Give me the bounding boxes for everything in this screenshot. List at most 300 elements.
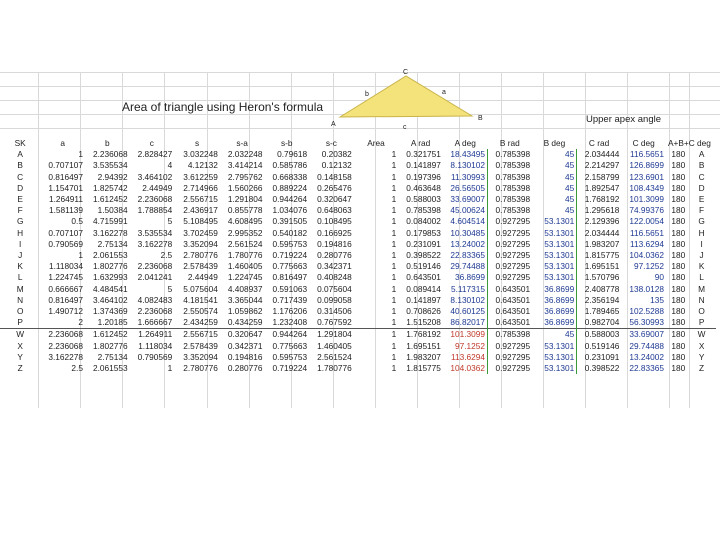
cell-sk[interactable]: G — [16, 216, 24, 227]
cell-s-minus-b[interactable]: 0.719224 — [272, 250, 308, 261]
column-header-angle-sum[interactable]: A+B+C deg — [667, 138, 711, 148]
cell-b[interactable]: 3.535534 — [92, 160, 128, 171]
cell-angle-sum[interactable]: 180 — [671, 160, 686, 171]
cell-s-minus-a[interactable]: 4.408937 — [227, 283, 263, 294]
cell-c-deg[interactable]: 116.5651 — [629, 149, 664, 160]
cell-s-minus-b[interactable]: 0.775663 — [272, 261, 308, 272]
cell-b-deg[interactable]: 53.1301 — [544, 227, 575, 238]
cell-b[interactable]: 1.612452 — [92, 194, 128, 205]
cell-a-deg[interactable]: 86.82017 — [450, 317, 486, 328]
column-header-b-deg[interactable]: B deg — [543, 138, 566, 148]
cell-area[interactable]: 1 — [354, 329, 399, 341]
cell-b-rad[interactable]: 0.643501 — [488, 295, 533, 306]
cell-s-minus-a[interactable]: 1.059862 — [227, 306, 263, 317]
cell-b-rad[interactable]: 0.927295 — [488, 228, 533, 239]
cell-b-rad[interactable]: 0.785398 — [488, 149, 533, 160]
cell-s-minus-c[interactable]: 1.291804 — [309, 329, 354, 341]
cell-row-label[interactable]: L — [699, 272, 704, 283]
cell-s-minus-a[interactable]: 1.460405 — [227, 261, 263, 272]
cell-s-minus-c[interactable]: 0.767592 — [317, 317, 352, 328]
column-header-s-minus-b[interactable]: s-b — [281, 138, 293, 148]
cell-row-label[interactable]: G — [698, 216, 705, 227]
cell-row-label[interactable]: C — [698, 171, 705, 182]
cell-s-minus-c[interactable]: 0.148158 — [317, 171, 352, 182]
cell-a[interactable]: 0.707107 — [48, 160, 83, 171]
cell-b[interactable]: 1.612452 — [85, 329, 130, 341]
cell-b[interactable]: 4.484541 — [92, 283, 128, 294]
cell-a[interactable]: 1 — [78, 149, 83, 160]
cell-angle-sum[interactable]: 180 — [671, 238, 686, 249]
cell-s-minus-c[interactable]: 1.460405 — [317, 340, 352, 351]
cell-c-rad[interactable]: 1.768192 — [577, 194, 622, 205]
cell-b-deg[interactable]: 53.1301 — [544, 363, 575, 374]
cell-c-deg[interactable]: 102.5288 — [629, 306, 664, 317]
cell-b[interactable]: 2.75134 — [97, 238, 128, 249]
cell-a[interactable]: 1 — [78, 250, 83, 261]
cell-row-label[interactable]: M — [698, 283, 706, 294]
cell-sk[interactable]: C — [17, 171, 24, 182]
cell-a[interactable]: 0.707107 — [48, 227, 83, 238]
cell-c[interactable]: 2.44949 — [142, 182, 173, 193]
cell-b[interactable]: 4.715991 — [92, 216, 128, 227]
cell-sk[interactable]: Z — [17, 363, 23, 374]
cell-a[interactable]: 0.666667 — [48, 283, 83, 294]
cell-row-label[interactable]: I — [700, 238, 703, 249]
cell-s-minus-a[interactable]: 0.434259 — [227, 317, 263, 328]
cell-s[interactable]: 2.714966 — [183, 182, 218, 193]
cell-area[interactable]: 1 — [391, 182, 397, 193]
cell-a-deg[interactable]: 26.56505 — [450, 182, 486, 193]
cell-s-minus-a[interactable]: 1.291804 — [227, 194, 263, 205]
cell-row-label[interactable]: Y — [698, 351, 705, 362]
cell-s-minus-c[interactable]: 0.075604 — [317, 283, 352, 294]
cell-area[interactable]: 1 — [391, 227, 397, 238]
cell-s-minus-b[interactable]: 0.79618 — [277, 149, 308, 160]
cell-row-label[interactable]: W — [687, 329, 716, 341]
cell-b[interactable]: 1.802776 — [92, 261, 128, 272]
cell-s-minus-b[interactable]: 0.944264 — [264, 329, 309, 341]
cell-a-rad[interactable]: 0.084002 — [406, 216, 441, 227]
cell-c-deg[interactable]: 90 — [654, 272, 664, 283]
cell-a-deg[interactable]: 13.24002 — [450, 238, 486, 249]
cell-b-deg[interactable]: 45 — [565, 182, 575, 193]
cell-sk[interactable]: X — [17, 340, 23, 351]
cell-s-minus-c[interactable]: 0.320647 — [317, 194, 352, 205]
cell-b-deg[interactable]: 36.8699 — [544, 317, 575, 328]
cell-c-deg[interactable]: 56.30993 — [629, 317, 664, 328]
cell-s-minus-a[interactable]: 3.414214 — [227, 160, 263, 171]
cell-c-deg[interactable]: 29.74488 — [629, 340, 664, 351]
cell-c[interactable]: 1.264911 — [130, 329, 175, 341]
column-header-a[interactable]: a — [60, 138, 65, 148]
cell-s-minus-c[interactable]: 0.194816 — [317, 238, 352, 249]
cell-c-rad[interactable]: 2.034444 — [577, 228, 622, 239]
cell-a[interactable]: 3.162278 — [48, 351, 83, 362]
cell-s-minus-a[interactable]: 1.780776 — [227, 250, 263, 261]
cell-s-minus-c[interactable]: 0.408248 — [317, 272, 352, 283]
cell-b-rad[interactable]: 0.785398 — [488, 194, 533, 205]
cell-s-minus-a[interactable]: 3.365044 — [227, 294, 263, 305]
cell-a-rad[interactable]: 0.141897 — [406, 294, 441, 305]
cell-a-rad[interactable]: 1.983207 — [406, 351, 441, 362]
cell-angle-sum[interactable]: 180 — [671, 317, 686, 328]
cell-area[interactable]: 1 — [391, 194, 397, 205]
cell-sk[interactable]: N — [17, 294, 24, 305]
cell-a-rad[interactable]: 0.231091 — [406, 238, 441, 249]
cell-area[interactable]: 1 — [391, 216, 397, 227]
cell-a[interactable]: 0.816497 — [48, 171, 83, 182]
cell-b[interactable]: 2.75134 — [97, 351, 128, 362]
cell-s-minus-a[interactable]: 0.194816 — [227, 351, 263, 362]
cell-b-deg[interactable]: 53.1301 — [544, 238, 575, 249]
cell-row-label[interactable]: H — [698, 227, 705, 238]
cell-row-label[interactable]: Z — [699, 363, 705, 374]
cell-s-minus-c[interactable]: 0.099058 — [317, 294, 352, 305]
cell-angle-sum[interactable]: 180 — [671, 250, 686, 261]
cell-c-rad[interactable]: 2.158799 — [577, 172, 622, 183]
cell-c-rad[interactable]: 2.034444 — [577, 149, 622, 160]
cell-s-minus-b[interactable]: 0.719224 — [272, 363, 308, 374]
cell-a-rad[interactable]: 0.519146 — [406, 261, 441, 272]
cell-sk[interactable]: J — [18, 250, 23, 261]
cell-b[interactable]: 2.236068 — [92, 149, 128, 160]
cell-s-minus-a[interactable]: 2.032248 — [227, 149, 263, 160]
cell-a-rad[interactable]: 0.785398 — [406, 205, 441, 216]
cell-s-minus-b[interactable]: 0.595753 — [272, 238, 308, 249]
cell-c-deg[interactable]: 97.1252 — [633, 261, 664, 272]
cell-b-rad[interactable]: 0.785398 — [488, 160, 533, 171]
cell-b-deg[interactable]: 36.8699 — [544, 283, 575, 294]
cell-b-rad[interactable]: 0.643501 — [488, 306, 533, 317]
cell-row-label[interactable]: P — [698, 317, 705, 328]
cell-s[interactable]: 2.44949 — [187, 272, 218, 283]
cell-a-rad[interactable]: 0.197396 — [406, 171, 441, 182]
cell-b-rad[interactable]: 0.785398 — [488, 329, 533, 341]
cell-c[interactable]: 2.041241 — [137, 272, 173, 283]
cell-c[interactable]: 5 — [167, 216, 173, 227]
cell-a-rad[interactable]: 0.708626 — [406, 306, 441, 317]
cell-angle-sum[interactable]: 180 — [671, 171, 686, 182]
cell-area[interactable]: 1 — [391, 283, 397, 294]
cell-s-minus-c[interactable]: 0.12132 — [321, 160, 352, 171]
cell-c-rad[interactable]: 1.789465 — [577, 306, 622, 317]
column-header-b[interactable]: b — [104, 138, 110, 148]
cell-b-deg[interactable]: 53.1301 — [544, 340, 575, 351]
cell-s[interactable]: 2.550574 — [183, 306, 218, 317]
cell-b-rad[interactable]: 0.643501 — [488, 284, 533, 295]
cell-c-deg[interactable]: 13.24002 — [629, 351, 664, 362]
cell-angle-sum[interactable]: 180 — [671, 149, 686, 160]
cell-b-deg[interactable]: 45 — [565, 194, 575, 205]
cell-b-deg[interactable]: 53.1301 — [544, 261, 575, 272]
cell-a[interactable]: 2.236068 — [48, 340, 83, 351]
cell-b[interactable]: 1.802776 — [92, 340, 128, 351]
cell-area[interactable]: 1 — [391, 261, 397, 272]
cell-sk[interactable]: B — [17, 160, 23, 171]
cell-sk[interactable]: H — [17, 227, 24, 238]
cell-sk[interactable]: A — [17, 149, 23, 160]
cell-angle-sum[interactable]: 180 — [671, 283, 686, 294]
cell-s-minus-c[interactable]: 0.342371 — [317, 261, 352, 272]
cell-a-rad[interactable]: 1.695151 — [406, 340, 441, 351]
column-header-c[interactable]: c — [149, 138, 154, 148]
cell-b[interactable]: 1.632993 — [92, 272, 128, 283]
cell-c-deg[interactable]: 126.8699 — [629, 160, 664, 171]
cell-a-deg[interactable]: 40.60125 — [450, 306, 486, 317]
cell-s-minus-c[interactable]: 0.108495 — [317, 216, 352, 227]
cell-row-label[interactable]: N — [698, 294, 705, 305]
cell-angle-sum[interactable]: 180 — [671, 182, 686, 193]
cell-s-minus-b[interactable]: 1.176206 — [272, 306, 308, 317]
cell-c-deg[interactable]: 74.99376 — [629, 205, 664, 216]
cell-s-minus-b[interactable]: 0.668338 — [272, 171, 308, 182]
cell-a-rad[interactable]: 1.515208 — [406, 317, 441, 328]
cell-b[interactable]: 1.50384 — [97, 205, 128, 216]
cell-a-deg[interactable]: 113.6294 — [451, 351, 486, 362]
cell-row-label[interactable]: J — [699, 250, 704, 261]
column-header-b-rad[interactable]: B rad — [499, 138, 520, 148]
cell-b-rad[interactable]: 0.927295 — [488, 363, 533, 374]
cell-row-label[interactable]: X — [698, 340, 705, 351]
column-header-area[interactable]: Area — [367, 138, 385, 148]
cell-c[interactable]: 3.162278 — [137, 238, 173, 249]
cell-c[interactable]: 3.535534 — [137, 227, 173, 238]
cell-s-minus-c[interactable]: 0.648063 — [317, 205, 352, 216]
cell-c[interactable]: 2.236068 — [137, 194, 173, 205]
cell-s-minus-a[interactable]: 2.561524 — [227, 238, 263, 249]
cell-c-rad[interactable]: 0.588003 — [577, 329, 622, 341]
cell-c[interactable]: 2.5 — [160, 250, 173, 261]
cell-s-minus-b[interactable]: 0.595753 — [272, 351, 308, 362]
cell-s[interactable]: 2.578439 — [183, 340, 218, 351]
cell-row-label[interactable]: F — [699, 205, 705, 216]
cell-s[interactable]: 2.556715 — [183, 194, 218, 205]
cell-c-rad[interactable]: 1.570796 — [577, 272, 622, 283]
cell-c-rad[interactable]: 2.408778 — [577, 284, 622, 295]
cell-a-deg[interactable]: 104.0362 — [450, 363, 486, 374]
cell-s-minus-a[interactable]: 0.320647 — [220, 329, 265, 341]
column-header-s-minus-a[interactable]: s-a — [236, 138, 248, 148]
cell-area[interactable]: 1 — [391, 205, 397, 216]
cell-s[interactable]: 3.032248 — [183, 149, 218, 160]
cell-area[interactable]: 1 — [391, 238, 397, 249]
cell-b[interactable]: 2.061553 — [92, 363, 128, 374]
cell-row-label[interactable]: B — [698, 160, 705, 171]
cell-a-deg[interactable]: 22.83365 — [450, 250, 486, 261]
cell-c-deg[interactable]: 101.3099 — [629, 194, 664, 205]
cell-c[interactable]: 1.118034 — [138, 340, 173, 351]
cell-a-deg[interactable]: 4.604514 — [450, 216, 486, 227]
cell-a-deg[interactable]: 8.130102 — [450, 294, 486, 305]
column-header-sk[interactable]: SK — [14, 138, 26, 148]
cell-b-rad[interactable]: 0.785398 — [488, 205, 533, 216]
cell-area[interactable]: 1 — [391, 306, 397, 317]
cell-sk[interactable]: P — [17, 317, 23, 328]
cell-b[interactable]: 1.20185 — [97, 317, 128, 328]
cell-s-minus-a[interactable]: 1.224745 — [227, 272, 263, 283]
cell-angle-sum[interactable]: 180 — [671, 363, 686, 374]
column-header-s[interactable]: s — [194, 138, 200, 148]
cell-b-deg[interactable]: 45 — [565, 149, 575, 160]
cell-b-rad[interactable]: 0.927295 — [488, 272, 533, 283]
cell-a[interactable]: 1.154701 — [48, 182, 83, 193]
cell-a-deg[interactable]: 8.130102 — [450, 160, 486, 171]
cell-sk[interactable]: W — [0, 329, 40, 341]
cell-angle-sum[interactable]: 180 — [671, 351, 686, 362]
cell-c-deg[interactable]: 116.5651 — [629, 227, 664, 238]
cell-area[interactable]: 1 — [391, 351, 397, 362]
cell-angle-sum[interactable]: 180 — [671, 205, 686, 216]
cell-a[interactable]: 0.816497 — [48, 294, 83, 305]
cell-c-rad[interactable]: 1.295618 — [577, 205, 622, 216]
cell-area[interactable]: 1 — [391, 317, 397, 328]
cell-b-rad[interactable]: 0.785398 — [488, 172, 533, 183]
cell-s-minus-b[interactable]: 0.591063 — [272, 283, 308, 294]
column-header-a-deg[interactable]: A deg — [454, 138, 476, 148]
cell-area[interactable]: 1 — [391, 294, 397, 305]
cell-b[interactable]: 2.061553 — [92, 250, 128, 261]
cell-c-rad[interactable]: 0.519146 — [577, 341, 622, 352]
cell-a-deg[interactable]: 45.00624 — [450, 205, 486, 216]
cell-row-label[interactable]: O — [698, 306, 705, 317]
cell-c-deg[interactable]: 122.0054 — [629, 216, 664, 227]
cell-s-minus-c[interactable]: 0.20382 — [321, 149, 352, 160]
cell-sk[interactable]: O — [16, 306, 24, 317]
cell-s[interactable]: 2.436917 — [183, 205, 218, 216]
cell-c-rad[interactable]: 1.815775 — [577, 250, 622, 261]
cell-s[interactable]: 3.352094 — [183, 238, 218, 249]
cell-c[interactable]: 1.666667 — [137, 317, 173, 328]
cell-sk[interactable]: I — [19, 238, 22, 249]
cell-b-deg[interactable]: 45 — [565, 205, 575, 216]
cell-b-rad[interactable]: 0.927295 — [488, 250, 533, 261]
cell-a[interactable]: 1.264911 — [48, 194, 83, 205]
column-header-c-rad[interactable]: C rad — [588, 138, 610, 148]
cell-a-deg[interactable]: 11.30993 — [451, 171, 486, 182]
cell-a-deg[interactable]: 29.74488 — [450, 261, 486, 272]
cell-c-rad[interactable]: 1.695151 — [577, 261, 622, 272]
cell-sk[interactable]: K — [17, 261, 23, 272]
cell-s[interactable]: 2.556715 — [174, 329, 220, 341]
cell-a-rad[interactable]: 0.463648 — [406, 182, 441, 193]
cell-c-deg[interactable]: 104.0362 — [629, 250, 664, 261]
cell-c-rad[interactable]: 1.892547 — [577, 183, 622, 194]
cell-s-minus-a[interactable]: 4.608495 — [227, 216, 263, 227]
cell-b-deg[interactable]: 45 — [532, 329, 577, 341]
cell-a-rad[interactable]: 0.179853 — [406, 227, 441, 238]
cell-s[interactable]: 2.780776 — [183, 363, 218, 374]
cell-c-rad[interactable]: 2.129396 — [577, 216, 622, 227]
cell-sk[interactable]: L — [17, 272, 23, 283]
cell-row-label[interactable]: E — [698, 194, 705, 205]
cell-angle-sum[interactable]: 180 — [671, 306, 686, 317]
cell-s-minus-a[interactable]: 2.795762 — [227, 171, 263, 182]
cell-s[interactable]: 4.181541 — [183, 294, 218, 305]
cell-b[interactable]: 1.374369 — [92, 306, 128, 317]
cell-a[interactable]: 2.5 — [71, 363, 83, 374]
cell-c[interactable]: 3.464102 — [137, 171, 173, 182]
cell-a-deg[interactable]: 101.3099 — [443, 329, 488, 341]
cell-s-minus-a[interactable]: 0.280776 — [227, 363, 263, 374]
cell-c-deg[interactable]: 22.83365 — [629, 363, 664, 374]
cell-s-minus-b[interactable]: 1.232408 — [272, 317, 308, 328]
cell-b-deg[interactable]: 53.1301 — [544, 216, 575, 227]
cell-sk[interactable]: D — [17, 182, 24, 193]
cell-c[interactable]: 1.788854 — [137, 205, 173, 216]
cell-c[interactable]: 2.236068 — [137, 261, 173, 272]
cell-a-rad[interactable]: 0.141897 — [406, 160, 441, 171]
cell-s-minus-c[interactable]: 0.280776 — [317, 250, 352, 261]
cell-b-deg[interactable]: 53.1301 — [544, 272, 575, 283]
cell-area[interactable]: 1 — [391, 160, 397, 171]
cell-c-rad[interactable]: 0.398522 — [577, 363, 622, 374]
cell-c-rad[interactable]: 2.356194 — [577, 295, 622, 306]
cell-s[interactable]: 3.702459 — [183, 227, 218, 238]
cell-s-minus-b[interactable]: 0.391505 — [272, 216, 308, 227]
cell-s[interactable]: 3.352094 — [183, 351, 218, 362]
cell-a[interactable]: 1.118034 — [48, 261, 83, 272]
cell-c-deg[interactable]: 138.0128 — [629, 283, 664, 294]
cell-area[interactable]: 1 — [391, 340, 397, 351]
cell-a-rad[interactable]: 0.643501 — [406, 272, 441, 283]
cell-s-minus-c[interactable]: 2.561524 — [317, 351, 352, 362]
cell-c-deg[interactable]: 33.69007 — [621, 329, 666, 341]
cell-a[interactable]: 1.581139 — [48, 205, 83, 216]
cell-c-deg[interactable]: 108.4349 — [629, 182, 664, 193]
column-header-s-minus-c[interactable]: s-c — [325, 138, 337, 148]
cell-s-minus-c[interactable]: 0.166925 — [317, 227, 352, 238]
cell-a-rad[interactable]: 1.768192 — [398, 329, 443, 341]
cell-s[interactable]: 5.108495 — [183, 216, 218, 227]
cell-b-rad[interactable]: 0.927295 — [488, 239, 533, 250]
cell-b-rad[interactable]: 0.927295 — [488, 216, 533, 227]
cell-row-label[interactable]: D — [698, 182, 705, 193]
cell-s[interactable]: 5.075604 — [183, 283, 218, 294]
cell-a[interactable]: 0.790569 — [48, 238, 83, 249]
cell-s-minus-b[interactable]: 0.585786 — [272, 160, 308, 171]
cell-a[interactable]: 2.236068 — [40, 329, 85, 341]
cell-s-minus-a[interactable]: 1.560266 — [227, 182, 263, 193]
cell-a[interactable]: 1.490712 — [48, 306, 83, 317]
cell-area[interactable]: 1 — [391, 363, 397, 374]
cell-s[interactable]: 3.612259 — [183, 171, 218, 182]
cell-angle-sum[interactable]: 180 — [671, 227, 686, 238]
cell-b-deg[interactable]: 53.1301 — [544, 250, 575, 261]
cell-b-rad[interactable]: 0.785398 — [488, 183, 533, 194]
cell-angle-sum[interactable]: 180 — [671, 272, 686, 283]
cell-a-deg[interactable]: 36.8699 — [455, 272, 486, 283]
cell-c-rad[interactable]: 0.982704 — [577, 317, 622, 329]
cell-area[interactable]: 1 — [391, 171, 397, 182]
cell-angle-sum[interactable]: 180 — [671, 194, 686, 205]
cell-b-deg[interactable]: 45 — [565, 171, 575, 182]
column-header-a-rad[interactable]: A rad — [410, 138, 431, 148]
cell-a[interactable]: 0.5 — [71, 216, 83, 227]
cell-angle-sum[interactable]: 180 — [666, 329, 687, 341]
cell-a-deg[interactable]: 97.1252 — [455, 340, 486, 351]
cell-s-minus-c[interactable]: 0.314506 — [317, 306, 352, 317]
cell-c-deg[interactable]: 123.6901 — [629, 171, 664, 182]
cell-a-rad[interactable]: 0.089414 — [406, 283, 441, 294]
cell-angle-sum[interactable]: 180 — [671, 216, 686, 227]
cell-area[interactable]: 1 — [391, 149, 397, 160]
cell-sk[interactable]: E — [17, 194, 23, 205]
cell-b[interactable]: 1.825742 — [92, 182, 128, 193]
cell-s-minus-b[interactable]: 0.717439 — [272, 294, 308, 305]
cell-c[interactable]: 5 — [167, 283, 173, 294]
cell-angle-sum[interactable]: 180 — [671, 340, 686, 351]
cell-s[interactable]: 2.578439 — [183, 261, 218, 272]
